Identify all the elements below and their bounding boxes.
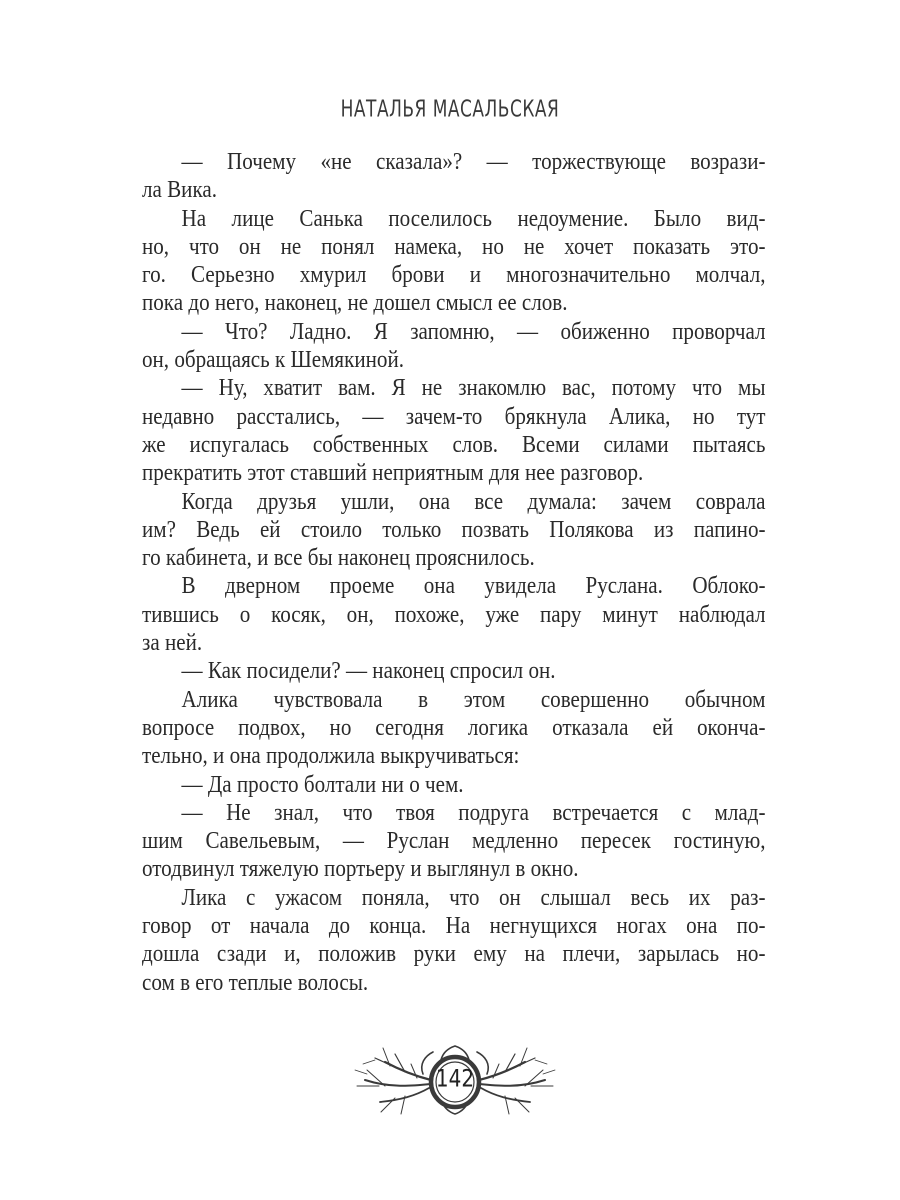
text-line: — Что? Ладно. Я запомню, — обиженно проворчал: [181, 317, 766, 345]
text-line: — Ну, хватит вам. Я не знакомлю вас, потому что мы: [181, 374, 766, 402]
running-head-author: НАТАЛЬЯ МАСАЛЬСКАЯ: [340, 96, 560, 123]
text-line: за ней.: [142, 629, 203, 657]
text-line: На лице Санька поселилось недоумение. Было вид-: [181, 204, 766, 232]
text-line: же испугалась собственных слов. Всеми силами пытаясь: [142, 430, 766, 458]
text-line: сом в его теплые волосы.: [142, 968, 369, 996]
text-line: — Да просто болтали ни о чем.: [181, 770, 464, 798]
text-line: тельно, и она продолжила выкручиваться:: [142, 742, 520, 770]
text-line: го кабинета, и все бы наконец прояснилось.: [142, 544, 535, 572]
text-line: — Почему «не сказала»? — торжествующе возрази-: [181, 148, 766, 175]
text-line: им? Ведь ей стоило только позвать Полякова из папино-: [142, 515, 766, 543]
text-line: ла Вика.: [142, 176, 218, 204]
text-line: он, обращаясь к Шемякиной.: [142, 346, 404, 374]
text-line: отодвинул тяжелую портьеру и выглянул в окно.: [142, 855, 579, 883]
text-line: тившись о косяк, он, похоже, уже пару минут наблюдал: [142, 600, 766, 628]
text-line: В дверном проеме она увидела Руслана. Облоко-: [181, 572, 766, 600]
text-line: Алика чувствовала в этом совершенно обычном: [181, 685, 766, 713]
text-line: дошла сзади и, положив руки ему на плечи, зарылась но-: [142, 940, 766, 968]
page-number: 142: [435, 1063, 475, 1093]
body-text: [142, 148, 766, 997]
text-line: вопросе подвох, но сегодня логика отказала ей оконча-: [142, 713, 766, 741]
text-line: го. Серьезно хмурил брови и многозначительно молчал,: [142, 261, 766, 289]
text-line: Когда друзья ушли, она все думала: зачем соврала: [181, 487, 766, 515]
text-line: — Не знал, что твоя подруга встречается с млад-: [181, 798, 766, 826]
text-line: шим Савельевым, — Руслан медленно пересек гостиную,: [142, 827, 766, 855]
text-line: недавно расстались, — зачем-то брякнула Алика, но тут: [142, 402, 766, 430]
text-line: прекратить этот ставший неприятным для нее разговор.: [142, 459, 644, 487]
text-line: пока до него, наконец, не дошел смысл ее слов.: [142, 289, 568, 317]
page-folio: [345, 1040, 565, 1120]
text-line: говор от начала до конца. На негнущихся ногах она по-: [142, 912, 766, 940]
text-line: — Как посидели? — наконец спросил он.: [181, 657, 556, 685]
text-line: Лика с ужасом поняла, что он слышал весь их раз-: [181, 883, 766, 911]
text-line: но, что он не понял намека, но не хочет показать это-: [142, 232, 766, 260]
